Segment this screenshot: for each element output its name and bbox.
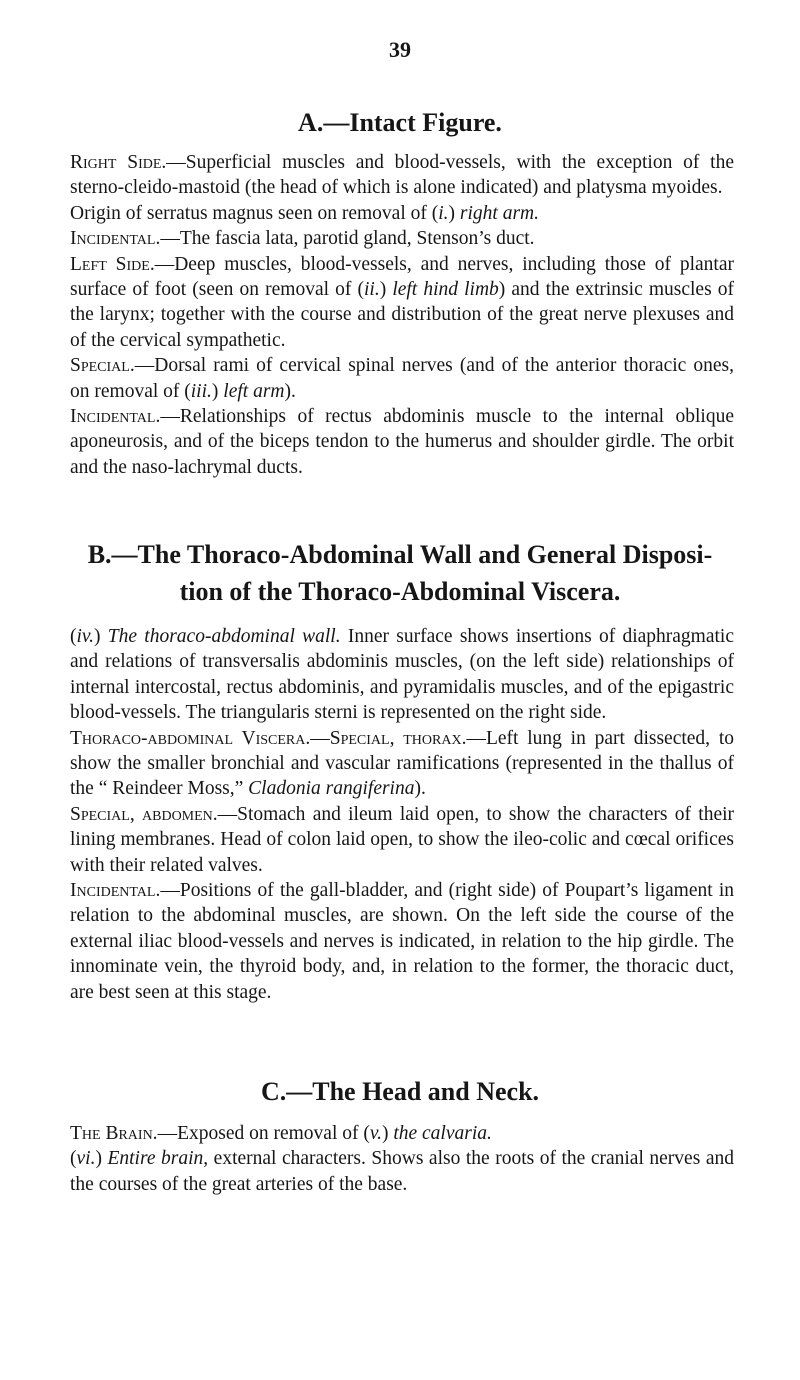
run-in-heading: Special, abdomen. [70,803,218,825]
italic-text: the calvaria. [393,1123,492,1144]
run-in-heading: Incidental. [70,880,161,902]
paragraph-text: ) [95,1148,108,1170]
paragraph-text: —Left lung in part dissected, to show the smaller bronchial and vascular ramifications (represented in the thallus of the “ Reindeer Moss,” [70,727,734,800]
section-b-heading [0,536,800,610]
heading-line: B.—The Thoraco-Abdominal Wall and General Disposi- [87,540,713,569]
section-a-body [70,150,734,480]
paragraph-text: ( [70,626,77,647]
paragraph-text: ). [414,778,426,800]
section-a-heading: A.—Intact Figure. [298,108,502,137]
paragraph-text: ( [70,1148,77,1170]
section-c-heading: C.—The Head and Neck. [260,1077,540,1106]
paragraph-text: ) [381,1123,394,1144]
section-c-body [70,1121,734,1197]
run-in-heading: Incidental. [70,228,161,250]
italic-text: left hind limb [392,279,499,301]
paragraph-text: ) [94,626,108,647]
paragraph-text: ) and the extrinsic muscles of the larynx; together with the course and distribution of the great nerve plexuses and of the cervical sympathetic. [70,279,735,351]
run-in-heading: The Brain. [70,1123,158,1144]
paragraph-text: —Exposed on removal of ( [157,1123,370,1144]
paragraph [70,1146,734,1197]
paragraph-text: Inner surface shows insertions of diaphragmatic and relations of transversalis abdominis muscles, (on the left side) relationships of internal intercostal, rectus abdominis, and pyramidalis muscles, and of the epigastric blood-vessels. The triangularis sterni is represented on the right side. [70,626,734,724]
paragraph [70,201,734,226]
roman-numeral: iii. [190,380,212,402]
paragraph [70,1121,734,1146]
italic-text: The thoraco-abdominal wall. [107,626,341,647]
paragraph [70,878,734,1005]
roman-numeral: vi. [76,1148,96,1170]
roman-numeral: iv. [76,626,95,647]
paragraph-text: —Dorsal rami of cervical spinal nerves (and of the anterior thoracic ones, on removal of ( [70,355,734,402]
italic-text: right arm. [459,202,540,224]
paragraph-text: ) [448,202,460,224]
run-in-heading: Left Side. [70,253,155,275]
paragraph [70,150,734,201]
page-number: 39 [389,37,411,62]
run-in-heading: Thoraco-abdominal Viscera.—Special, thorax. [70,727,467,749]
italic-text: Cladonia rangiferina [248,778,415,800]
paragraph-text: ) [379,279,393,301]
run-in-heading: Right Side. [70,152,167,173]
paragraph-text: —Positions of the gall-bladder, and (right side) of Poupart’s ligament in relation to the abdominal muscles, are shown. On the left side the course of the external iliac blood-vessels and nerves is indicated, in relation to the hip girdle. The innominate vein, the thyroid body, and, in relation to the former, the thoracic duct, are best seen at this stage. [70,880,734,1003]
roman-numeral: i. [438,202,449,224]
run-in-heading: Incidental. [70,406,161,428]
paragraph-text: —Superficial muscles and blood-vessels, with the exception of the sterno-cleido-mastoid (the head of which is alone indicated) and platysma myoides. [70,152,734,199]
paragraph-text: —Deep muscles, blood-vessels, and nerves, including those of plantar surface of foot (seen on removal of ( [70,253,734,301]
paragraph [70,802,734,878]
paragraph-text: —Stomach and ileum laid open, to show the characters of their lining membranes. Head of colon laid open, to show the ileo-colic and cœcal orifices with their related valves. [70,803,735,876]
paragraph [70,726,734,802]
paragraph [70,226,734,251]
paragraph-text: —Relationships of rectus abdominis muscle to the internal oblique aponeurosis, and of the biceps tendon to the humerus and shoulder girdle. The orbit and the naso-lachrymal ducts. [70,406,734,478]
paragraph-text: Origin of serratus magnus seen on removal of ( [70,202,439,224]
paragraph-text: —The fascia lata, parotid gland, Stenson’s duct. [160,228,535,250]
italic-text: Entire brain, [107,1148,209,1170]
paragraph-text: ) [211,380,224,402]
paragraph [70,353,734,404]
paragraph-text: ). [284,380,296,402]
italic-text: left arm [223,380,285,402]
paragraph [70,252,734,354]
paragraph [70,624,734,726]
section-b-body [70,624,734,1005]
run-in-heading: Special. [70,355,135,377]
roman-numeral: v. [369,1123,382,1144]
paragraph-text: external characters. Shows also the roots of the cranial nerves and the courses of the great arteries of the base. [70,1148,734,1195]
roman-numeral: ii. [363,279,380,301]
heading-line: tion of the Thoraco-Abdominal Viscera. [179,577,621,606]
paragraph [70,404,734,480]
